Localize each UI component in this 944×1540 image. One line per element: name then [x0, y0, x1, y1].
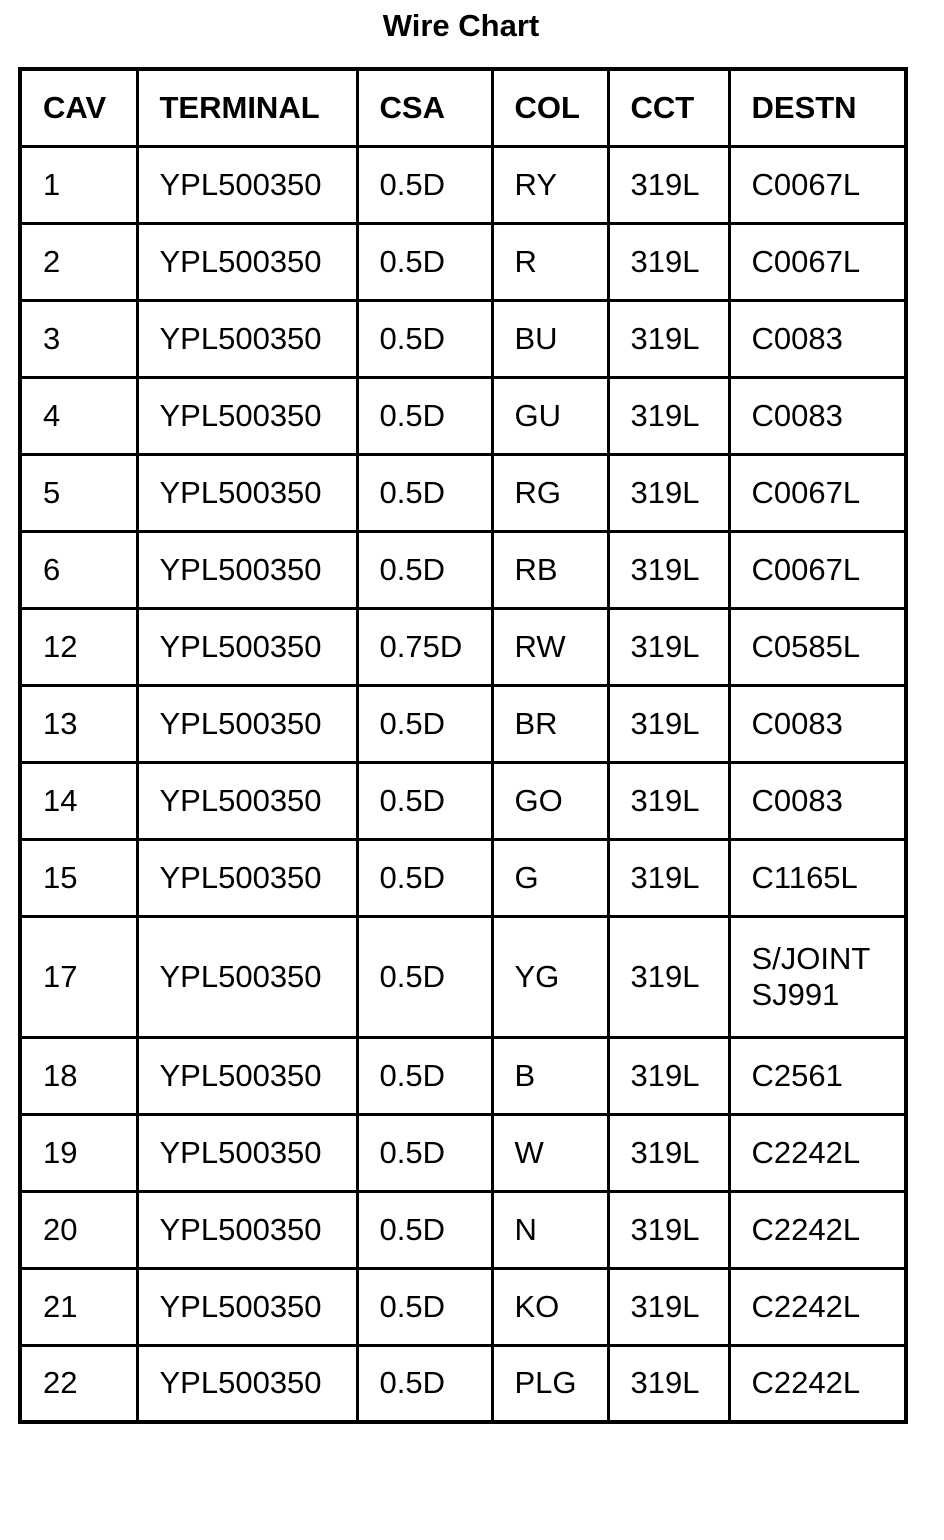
cell-col: RB: [492, 531, 608, 608]
cell-col: GU: [492, 377, 608, 454]
cell-col: R: [492, 223, 608, 300]
cell-csa: 0.5D: [357, 146, 492, 223]
cell-cav: 15: [20, 839, 137, 916]
cell-csa: 0.5D: [357, 377, 492, 454]
cell-terminal: YPL500350: [137, 685, 357, 762]
cell-terminal: YPL500350: [137, 1114, 357, 1191]
table-row: [20, 531, 906, 608]
table-row: [20, 146, 906, 223]
cell-destn: C2242L: [729, 1114, 906, 1191]
cell-col: KO: [492, 1268, 608, 1345]
cell-terminal: YPL500350: [137, 223, 357, 300]
cell-cct: 319L: [608, 762, 729, 839]
table-row: [20, 762, 906, 839]
table-row: [20, 916, 906, 1037]
cell-terminal: YPL500350: [137, 608, 357, 685]
cell-cct: 319L: [608, 916, 729, 1037]
cell-csa: 0.5D: [357, 762, 492, 839]
cell-csa: 0.5D: [357, 1114, 492, 1191]
column-header-col: COL: [492, 69, 608, 146]
cell-csa: 0.5D: [357, 300, 492, 377]
cell-cav: 12: [20, 608, 137, 685]
cell-destn: C2242L: [729, 1268, 906, 1345]
cell-cct: 319L: [608, 1268, 729, 1345]
cell-terminal: YPL500350: [137, 531, 357, 608]
table-row: [20, 1268, 906, 1345]
cell-terminal: YPL500350: [137, 1345, 357, 1422]
cell-cct: 319L: [608, 454, 729, 531]
column-header-cct: CCT: [608, 69, 729, 146]
cell-csa: 0.5D: [357, 916, 492, 1037]
cell-cav: 22: [20, 1345, 137, 1422]
cell-destn: C0067L: [729, 223, 906, 300]
cell-csa: 0.5D: [357, 1037, 492, 1114]
cell-destn: C0083: [729, 762, 906, 839]
column-header-destn: DESTN: [729, 69, 906, 146]
cell-terminal: YPL500350: [137, 1268, 357, 1345]
cell-csa: 0.5D: [357, 454, 492, 531]
cell-csa: 0.5D: [357, 839, 492, 916]
cell-cav: 6: [20, 531, 137, 608]
cell-terminal: YPL500350: [137, 1191, 357, 1268]
cell-cct: 319L: [608, 146, 729, 223]
cell-cav: 18: [20, 1037, 137, 1114]
cell-destn: C0083: [729, 685, 906, 762]
cell-terminal: YPL500350: [137, 300, 357, 377]
cell-col: W: [492, 1114, 608, 1191]
cell-col: BU: [492, 300, 608, 377]
cell-cav: 4: [20, 377, 137, 454]
cell-col: RG: [492, 454, 608, 531]
cell-destn: C1165L: [729, 839, 906, 916]
cell-terminal: YPL500350: [137, 762, 357, 839]
cell-destn: C2242L: [729, 1191, 906, 1268]
header-row: [20, 69, 906, 146]
cell-csa: 0.5D: [357, 685, 492, 762]
cell-col: YG: [492, 916, 608, 1037]
cell-col: GO: [492, 762, 608, 839]
table-row: [20, 223, 906, 300]
table-row: [20, 300, 906, 377]
cell-destn: C0083: [729, 377, 906, 454]
cell-cct: 319L: [608, 1345, 729, 1422]
cell-csa: 0.75D: [357, 608, 492, 685]
table-row: [20, 454, 906, 531]
cell-destn: C2561: [729, 1037, 906, 1114]
column-header-csa: CSA: [357, 69, 492, 146]
cell-destn: S/JOINT SJ991: [729, 916, 906, 1037]
cell-cav: 14: [20, 762, 137, 839]
cell-cct: 319L: [608, 685, 729, 762]
cell-destn: C0083: [729, 300, 906, 377]
cell-destn: C0067L: [729, 454, 906, 531]
cell-cct: 319L: [608, 377, 729, 454]
table-row: [20, 1191, 906, 1268]
chart-title: Wire Chart: [382, 8, 540, 43]
cell-cct: 319L: [608, 1191, 729, 1268]
table-row: [20, 1037, 906, 1114]
cell-cav: 13: [20, 685, 137, 762]
table-row: [20, 685, 906, 762]
cell-col: B: [492, 1037, 608, 1114]
cell-col: G: [492, 839, 608, 916]
cell-cav: 17: [20, 916, 137, 1037]
cell-terminal: YPL500350: [137, 146, 357, 223]
cell-cct: 319L: [608, 1037, 729, 1114]
table-row: [20, 1114, 906, 1191]
cell-cct: 319L: [608, 300, 729, 377]
table-row: [20, 1345, 906, 1422]
cell-cav: 2: [20, 223, 137, 300]
cell-terminal: YPL500350: [137, 916, 357, 1037]
cell-destn: C0067L: [729, 531, 906, 608]
cell-terminal: YPL500350: [137, 839, 357, 916]
cell-cct: 319L: [608, 531, 729, 608]
cell-cct: 319L: [608, 1114, 729, 1191]
cell-cct: 319L: [608, 608, 729, 685]
cell-cav: 5: [20, 454, 137, 531]
cell-col: RY: [492, 146, 608, 223]
cell-destn: C0067L: [729, 146, 906, 223]
cell-cav: 20: [20, 1191, 137, 1268]
cell-csa: 0.5D: [357, 1268, 492, 1345]
cell-terminal: YPL500350: [137, 377, 357, 454]
cell-cav: 3: [20, 300, 137, 377]
cell-csa: 0.5D: [357, 531, 492, 608]
cell-cav: 1: [20, 146, 137, 223]
cell-terminal: YPL500350: [137, 454, 357, 531]
cell-cct: 319L: [608, 223, 729, 300]
cell-col: BR: [492, 685, 608, 762]
cell-csa: 0.5D: [357, 1345, 492, 1422]
table-row: [20, 608, 906, 685]
cell-col: RW: [492, 608, 608, 685]
cell-cct: 319L: [608, 839, 729, 916]
table-row: [20, 377, 906, 454]
cell-csa: 0.5D: [357, 223, 492, 300]
table-body: [20, 146, 906, 1422]
cell-cav: 19: [20, 1114, 137, 1191]
cell-col: PLG: [492, 1345, 608, 1422]
cell-destn: C0585L: [729, 608, 906, 685]
cell-terminal: YPL500350: [137, 1037, 357, 1114]
cell-cav: 21: [20, 1268, 137, 1345]
wire-chart-table: [18, 67, 908, 1424]
cell-destn: C2242L: [729, 1345, 906, 1422]
column-header-cav: CAV: [20, 69, 137, 146]
table-row: [20, 839, 906, 916]
cell-csa: 0.5D: [357, 1191, 492, 1268]
cell-col: N: [492, 1191, 608, 1268]
column-header-terminal: TERMINAL: [137, 69, 357, 146]
